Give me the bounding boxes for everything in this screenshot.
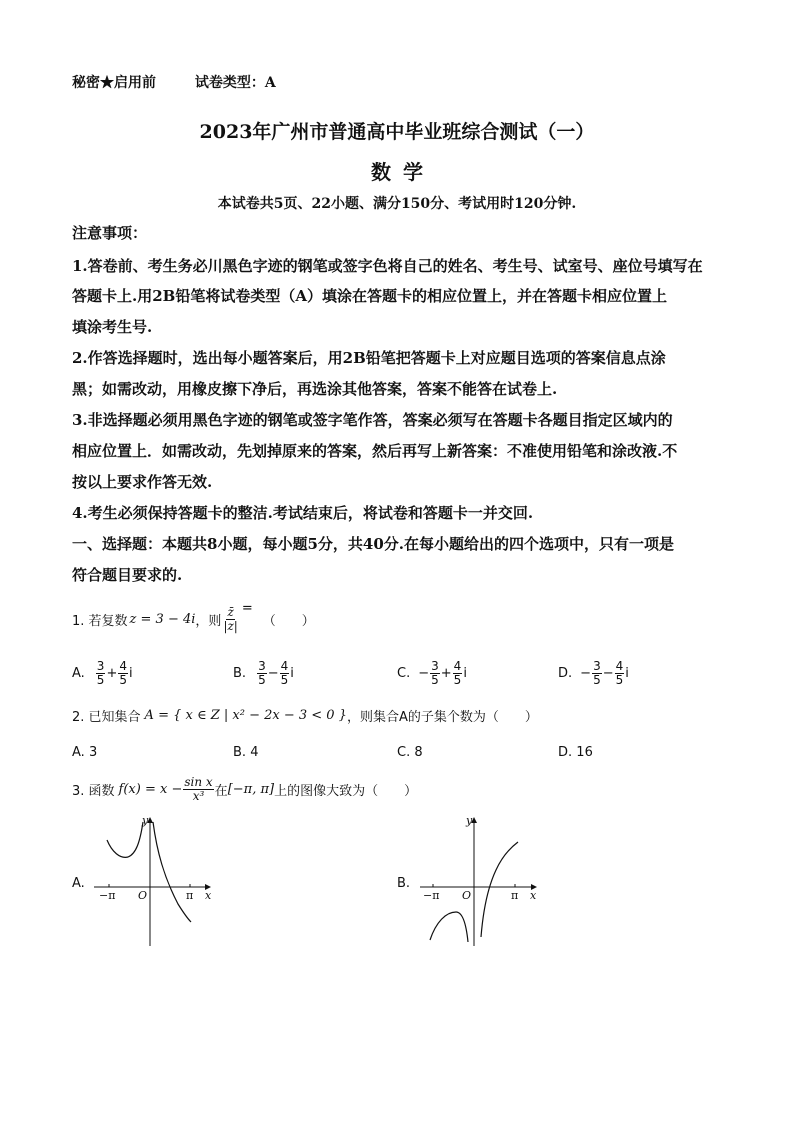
- question-1: [72, 601, 315, 633]
- notes-line: 2.作答选择题时，选出每小题答案后，用2B铅笔把答题卡上对应题目选项的答案信息点涂: [72, 349, 666, 367]
- x-axis-label: x: [205, 889, 212, 902]
- option-unit: i: [463, 666, 467, 681]
- option-label: A.: [72, 745, 85, 760]
- frac-den: 5: [119, 673, 127, 687]
- option-label: A.: [72, 666, 85, 681]
- q2-option-a[interactable]: [72, 745, 97, 760]
- frac-den: 5: [615, 673, 624, 687]
- q2-set: A = { x ∈ Z | x² − 2x − 3 < 0 }: [144, 708, 347, 723]
- q1-option-b[interactable]: [233, 660, 294, 687]
- q1-mid: ，则: [195, 614, 222, 629]
- neg-pi-label: −π: [423, 889, 440, 902]
- q3-prefix: 3. 函数: [72, 784, 115, 799]
- q1-frac-den: |z|: [223, 619, 238, 633]
- frac-num: 3: [431, 659, 439, 673]
- option-operator: −: [267, 666, 279, 681]
- pi-label: π: [511, 889, 519, 902]
- notes-line: 黑；如需改动，用橡皮擦下净后，再选涂其他答案，答案不能答在试卷上.: [72, 380, 558, 398]
- frac-num: 4: [119, 659, 127, 673]
- q2-option-b[interactable]: [233, 745, 258, 760]
- option-label: C.: [397, 745, 411, 760]
- q3-option-a-label[interactable]: A.: [72, 876, 85, 891]
- notes-heading: 注意事项：: [72, 224, 148, 242]
- q3-option-b-label[interactable]: B.: [397, 876, 411, 891]
- notes-line: 相应位置上．如需改动，先划掉原来的答案，然后再写上新答案：不准使用铅笔和涂改液.不: [72, 442, 678, 460]
- notes-line: 1.答卷前、考生务必川黑色字迹的钢笔或签字色将自己的姓名、考生号、试室号、座位号填写在: [72, 257, 703, 275]
- q1-fraction: [222, 606, 238, 633]
- frac-num: 4: [453, 659, 462, 673]
- notes-line: 填涂考生号.: [72, 318, 153, 336]
- q3-mid: 在: [214, 784, 228, 799]
- option-operator: −: [602, 666, 614, 681]
- option-frac: [280, 660, 290, 687]
- option-frac: [430, 660, 440, 687]
- option-unit: i: [128, 666, 133, 681]
- option-sign: −: [580, 666, 592, 681]
- option-label: D.: [558, 666, 573, 681]
- notes-line: 3.非选择题必须用黑色字迹的钢笔或签字笔作答，答案必须写在答题卡各题目指定区域内的: [72, 411, 673, 429]
- section-heading-cont: 符合题目要求的.: [72, 566, 183, 584]
- notes-line: 按以上要求作答无效.: [72, 473, 213, 491]
- exam-title: 2023年广州市普通高中毕业班综合测试（一）: [199, 121, 595, 143]
- option-frac: [257, 660, 267, 687]
- q2-prefix: 2. 已知集合: [72, 710, 141, 725]
- frac-den: 5: [453, 673, 462, 687]
- option-value: 16: [576, 745, 593, 760]
- q3-graph-a[interactable]: [90, 812, 220, 950]
- q1-prefix: 1. 若复数: [72, 614, 128, 629]
- notes-line: 4.考生必须保持答题卡的整洁.考试结束后，将试卷和答题卡一并交回.: [72, 504, 534, 522]
- frac-num: 4: [280, 659, 289, 673]
- frac-den: 5: [280, 673, 289, 687]
- option-frac: [592, 660, 602, 687]
- q1-frac-num: z̄: [227, 605, 234, 619]
- origin-label: O: [462, 889, 472, 902]
- option-frac: [453, 660, 463, 687]
- subject-title: 数学: [371, 160, 435, 184]
- option-operator: +: [440, 666, 452, 681]
- q2-suffix: ，则集合A的子集个数为（ ）: [346, 710, 538, 725]
- q3-graph-b[interactable]: [416, 812, 546, 950]
- question-2: [72, 706, 538, 725]
- pi-label: π: [186, 889, 194, 902]
- option-label: B.: [233, 666, 247, 681]
- paper-type-label: 试卷类型：A: [194, 75, 276, 91]
- frac-num: 3: [96, 659, 105, 673]
- exam-header: [72, 72, 276, 92]
- q1-equals: =: [241, 601, 253, 616]
- x-axis-label: x: [530, 889, 537, 902]
- option-sign: −: [418, 666, 430, 681]
- y-axis-label: y: [466, 814, 473, 827]
- q3-interval: [−π, π]: [227, 782, 275, 797]
- option-unit: i: [290, 666, 294, 681]
- option-value: 8: [414, 745, 423, 760]
- q1-option-a[interactable]: [72, 660, 133, 687]
- section-heading: 一、选择题：本题共8小题，每小题5分，共40分.在每小题给出的四个选项中，只有一项是: [72, 535, 674, 553]
- option-frac: [615, 660, 625, 687]
- q3-suffix: 上的图像大致为（ ）: [274, 784, 418, 799]
- q1-paren: （ ）: [262, 614, 315, 629]
- option-value: 3: [88, 745, 98, 760]
- q3-frac-num: sin x: [184, 775, 213, 789]
- option-label: D.: [558, 745, 573, 760]
- curve-left-branch: [430, 912, 468, 942]
- option-frac: [96, 660, 106, 687]
- option-label: C.: [397, 666, 411, 681]
- frac-num: 3: [593, 659, 601, 673]
- exam-info: 本试卷共5页、22小题、满分150分、考试用时120分钟.: [217, 196, 577, 212]
- option-label: B.: [233, 745, 247, 760]
- frac-den: 5: [96, 673, 105, 687]
- q1-expression: z = 3 − 4i: [129, 612, 196, 627]
- frac-num: 4: [615, 659, 624, 673]
- q1-option-c[interactable]: [397, 660, 467, 687]
- frac-den: 5: [431, 673, 439, 687]
- q2-option-d[interactable]: [558, 745, 593, 760]
- q2-option-c[interactable]: [397, 745, 423, 760]
- confidential-label: 秘密★启用前: [72, 75, 156, 91]
- curve-left-branch: [107, 822, 143, 857]
- origin-label: O: [138, 889, 148, 902]
- q3-function: f(x) = x −: [118, 782, 183, 797]
- frac-den: 5: [593, 673, 601, 687]
- option-value: 4: [250, 745, 259, 760]
- y-axis-label: y: [142, 814, 149, 827]
- question-3: [72, 776, 417, 803]
- q3-frac-den: x³: [192, 789, 205, 803]
- notes-line: 答题卡上.用2B铅笔将试卷类型（A）填涂在答题卡的相应位置上，并在答题卡相应位置上: [72, 287, 667, 305]
- q3-fraction: [183, 776, 213, 803]
- frac-num: 3: [258, 659, 266, 673]
- q1-option-d[interactable]: [558, 660, 629, 687]
- curve-right-branch: [153, 822, 194, 922]
- option-unit: i: [625, 666, 629, 681]
- option-operator: +: [106, 666, 118, 681]
- neg-pi-label: −π: [99, 889, 116, 902]
- option-frac: [118, 660, 128, 687]
- frac-den: 5: [258, 673, 266, 687]
